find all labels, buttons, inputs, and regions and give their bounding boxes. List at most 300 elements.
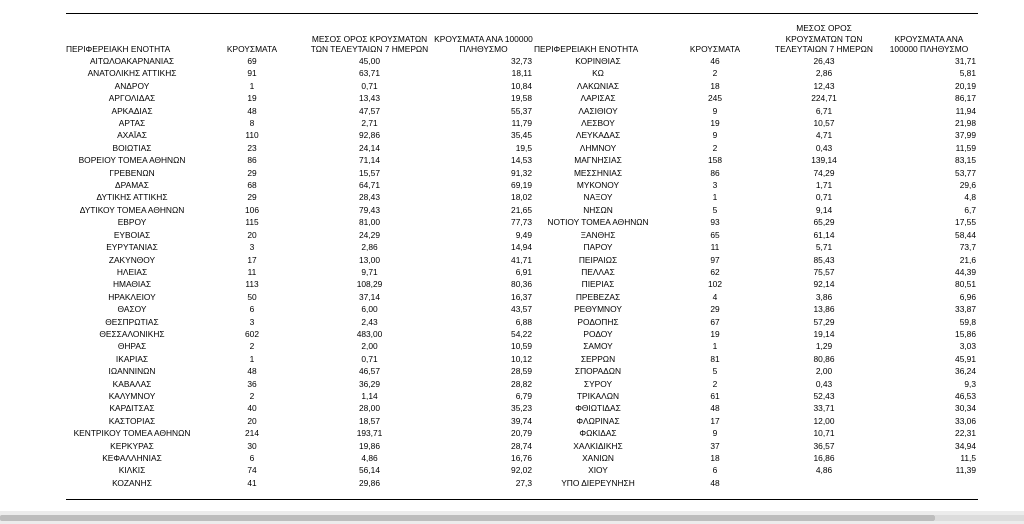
left-per100k-cell: 55,37	[511, 105, 532, 116]
right-cases-cell: 61	[710, 390, 720, 401]
right-avg7-cell: 0,71	[815, 192, 833, 203]
right-cases-cell: 9	[712, 428, 718, 439]
left-region-cell: ΓΡΕΒΕΝΩΝ	[109, 167, 155, 178]
right-per100k-cell: 73,7	[959, 242, 976, 253]
left-region-cell: ΗΡΑΚΛΕΙΟΥ	[108, 291, 156, 302]
right-per100k-cell: 5,81	[959, 68, 976, 79]
header-row	[66, 16, 978, 55]
right-region-cell: ΧΙΟΥ	[588, 465, 608, 476]
table-row	[66, 55, 978, 67]
right-region-cell: ΧΑΛΚΙΔΙΚΗΣ	[573, 440, 623, 451]
header-cases-left: ΚΡΟΥΣΜΑΤΑ	[226, 43, 278, 54]
left-per100k-cell: 18,02	[511, 192, 532, 203]
right-per100k-cell: 9,3	[964, 378, 976, 389]
left-avg7-cell: 29,86	[359, 477, 380, 488]
right-region-cell: ΝΑΞΟΥ	[583, 192, 613, 203]
right-cases-cell: 9	[712, 130, 718, 141]
right-cases-cell: 62	[710, 266, 720, 277]
left-per100k-cell: 41,71	[511, 254, 532, 265]
right-per100k-cell: 44,39	[955, 266, 976, 277]
header-avg7-left: ΜΕΣΟΣ ΟΡΟΣ ΚΡΟΥΣΜΑΤΩΝ ΤΩΝ ΤΕΛΕΥΤΑΙΩΝ 7 ΗΜΕΡΩΝ	[310, 33, 429, 54]
right-region-cell: ΚΩ	[592, 68, 604, 79]
right-cases-cell: 65	[710, 229, 720, 240]
left-per100k-cell: 19,5	[515, 142, 532, 153]
left-region-cell: ΘΗΡΑΣ	[117, 341, 147, 352]
left-cases-cell: 23	[247, 142, 257, 153]
right-cases-cell: 9	[712, 105, 718, 116]
right-avg7-cell: 10,57	[813, 118, 835, 129]
right-region-cell: ΠΕΛΛΑΣ	[581, 266, 615, 277]
right-region-cell: ΛΗΜΝΟΥ	[579, 142, 617, 153]
left-avg7-cell: 13,00	[359, 254, 380, 265]
left-avg7-cell: 64,71	[359, 180, 380, 191]
right-per100k-cell: 46,53	[955, 390, 976, 401]
right-per100k-cell: 53,77	[955, 167, 976, 178]
left-per100k-cell: 6,79	[515, 390, 532, 401]
left-region-cell: ΑΧΑΪΑΣ	[117, 130, 147, 141]
header-avg7-right: ΜΕΣΟΣ ΟΡΟΣ ΚΡΟΥΣΜΑΤΩΝ ΤΩΝ ΤΕΛΕΥΤΑΙΩΝ 7 ΗΜΕΡΩΝ	[774, 23, 873, 54]
left-cases-cell: 110	[245, 130, 259, 141]
right-region-cell: ΦΩΚΙΔΑΣ	[579, 428, 617, 439]
right-avg7-cell: 3,86	[815, 291, 833, 302]
cases-table-sheet	[66, 16, 978, 489]
right-avg7-cell: 13,86	[813, 304, 835, 315]
left-cases-cell: 20	[247, 415, 257, 426]
left-cases-cell: 8	[249, 118, 255, 129]
left-cases-cell: 2	[249, 341, 255, 352]
table-row	[66, 365, 978, 377]
right-cases-cell: 48	[710, 477, 720, 488]
right-per100k-cell: 29,6	[959, 180, 976, 191]
right-region-cell: ΛΕΣΒΟΥ	[581, 118, 615, 129]
table-row	[66, 191, 978, 203]
right-per100k-cell: 11,39	[955, 465, 976, 476]
left-avg7-cell: 71,14	[359, 155, 380, 166]
right-cases-cell: 18	[710, 80, 720, 91]
left-avg7-cell: 483,00	[356, 328, 383, 339]
right-region-cell: ΧΑΝΙΩΝ	[582, 453, 614, 463]
right-per100k-cell: 6,7	[964, 204, 976, 215]
right-per100k-cell	[880, 477, 978, 489]
right-avg7-cell: 65,29	[813, 217, 835, 228]
header-region-left: ΠΕΡΙΦΕΡΕΙΑΚΗ ΕΝΟΤΗΤΑ	[66, 43, 171, 54]
right-avg7-cell: 85,43	[813, 254, 835, 265]
left-cases-cell: 69	[247, 56, 257, 66]
left-region-cell: ΑΡΤΑΣ	[118, 118, 146, 129]
right-region-cell: ΣΑΜΟΥ	[583, 341, 613, 352]
right-per100k-cell: 31,71	[955, 56, 976, 66]
right-region-cell: ΛΑΚΩΝΙΑΣ	[576, 80, 620, 91]
left-avg7-cell: 28,43	[359, 192, 380, 203]
right-avg7-cell: 6,71	[815, 105, 833, 116]
table-row	[66, 179, 978, 191]
top-border-line	[66, 13, 978, 14]
right-per100k-cell: 11,59	[955, 142, 976, 153]
right-avg7-cell: 57,29	[813, 316, 835, 327]
left-cases-cell: 17	[247, 254, 257, 265]
left-region-cell: ΘΕΣΠΡΩΤΙΑΣ	[105, 316, 159, 327]
right-cases-cell: 4	[712, 291, 718, 302]
right-region-cell: ΡΟΔΟΥ	[583, 328, 613, 339]
right-avg7-cell: 16,86	[813, 453, 835, 463]
left-per100k-cell: 28,74	[511, 440, 532, 451]
left-region-cell: ΑΝΑΤΟΛΙΚΗΣ ΑΤΤΙΚΗΣ	[87, 68, 177, 79]
right-cases-cell: 19	[710, 328, 720, 339]
left-avg7-cell: 79,43	[359, 204, 380, 215]
table-row	[66, 390, 978, 402]
left-region-cell: ΑΙΤΩΛΟΑΚΑΡΝΑΝΙΑΣ	[89, 56, 175, 66]
left-region-cell: ΚΕΝΤΡΙΚΟΥ ΤΟΜΕΑ ΑΘΗΝΩΝ	[73, 428, 191, 439]
table-row	[66, 105, 978, 117]
left-per100k-cell: 77,73	[511, 217, 532, 228]
right-per100k-cell: 22,31	[955, 428, 976, 439]
left-region-cell: ΙΚΑΡΙΑΣ	[115, 353, 149, 364]
table-row	[66, 316, 978, 328]
left-region-cell: ΚΑΣΤΟΡΙΑΣ	[108, 415, 156, 426]
table-row	[66, 353, 978, 365]
right-cases-cell: 2	[712, 378, 718, 389]
left-avg7-cell: 46,57	[359, 366, 380, 377]
left-avg7-cell: 92,86	[359, 130, 380, 141]
right-per100k-cell: 33,06	[955, 415, 976, 426]
left-cases-cell: 50	[247, 291, 257, 302]
scrollbar-track	[935, 515, 1024, 521]
right-region-cell: ΥΠΟ ΔΙΕΡΕΥΝΗΣΗ	[561, 477, 635, 488]
left-per100k-cell: 16,76	[511, 453, 532, 463]
right-avg7-cell	[768, 477, 880, 489]
table-row	[66, 142, 978, 154]
left-cases-cell: 6	[249, 304, 255, 315]
right-region-cell: ΠΕΙΡΑΙΩΣ	[578, 254, 618, 265]
left-per100k-cell: 80,36	[511, 279, 532, 290]
right-avg7-cell: 12,00	[813, 415, 835, 426]
left-region-cell: ΔΡΑΜΑΣ	[115, 180, 149, 191]
left-region-cell: ΘΑΣΟΥ	[117, 304, 147, 315]
left-avg7-cell: 13,43	[359, 93, 380, 104]
table-row	[66, 92, 978, 104]
right-region-cell: ΜΑΓΝΗΣΙΑΣ	[574, 155, 622, 166]
left-avg7-cell: 19,86	[359, 440, 380, 451]
left-region-cell: ΕΥΡΥΤΑΝΙΑΣ	[106, 242, 158, 253]
left-per100k-cell: 19,58	[511, 93, 532, 104]
right-cases-cell: 29	[710, 304, 720, 315]
right-per100k-cell: 17,55	[955, 217, 976, 228]
right-cases-cell: 5	[712, 204, 718, 215]
left-region-cell: ΘΕΣΣΑΛΟΝΙΚΗΣ	[99, 328, 165, 339]
left-cases-cell: 113	[245, 279, 259, 290]
table-row	[66, 278, 978, 290]
left-cases-cell: 1	[249, 80, 255, 91]
table-row	[66, 266, 978, 278]
left-cases-cell: 68	[247, 180, 257, 191]
left-avg7-cell: 28,00	[359, 403, 380, 414]
right-per100k-cell: 83,15	[955, 155, 976, 166]
left-avg7-cell: 81,00	[359, 217, 380, 228]
right-region-cell: ΛΑΡΙΣΑΣ	[580, 93, 616, 104]
left-region-cell: ΔΥΤΙΚΗΣ ΑΤΤΙΚΗΣ	[96, 192, 168, 203]
left-cases-cell: 106	[245, 204, 259, 215]
table-row	[66, 464, 978, 476]
right-per100k-cell: 30,34	[955, 403, 976, 414]
right-cases-cell: 102	[708, 279, 722, 290]
right-per100k-cell: 20,19	[955, 80, 976, 91]
left-per100k-cell: 18,11	[511, 68, 532, 79]
right-per100k-cell: 3,03	[959, 341, 976, 352]
right-avg7-cell: 75,57	[813, 266, 835, 277]
left-cases-cell: 74	[247, 465, 257, 476]
table-row	[66, 340, 978, 352]
left-region-cell: ΚΟΖΑΝΗΣ	[112, 477, 152, 488]
right-cases-cell: 1	[712, 192, 718, 203]
right-cases-cell: 245	[708, 93, 722, 104]
left-avg7-cell: 37,14	[359, 291, 380, 302]
right-per100k-cell: 21,6	[959, 254, 976, 265]
left-cases-cell: 20	[247, 229, 257, 240]
table-row	[66, 80, 978, 92]
left-per100k-cell: 14,53	[511, 155, 532, 166]
table-row	[66, 477, 978, 489]
right-avg7-cell: 19,14	[813, 328, 835, 339]
right-region-cell: ΝΗΣΩΝ	[583, 204, 613, 215]
scrollbar-thumb[interactable]	[0, 515, 935, 521]
right-region-cell: ΣΕΡΡΩΝ	[580, 353, 616, 364]
left-region-cell: ΙΩΑΝΝΙΝΩΝ	[108, 366, 156, 377]
left-cases-cell: 36	[247, 378, 257, 389]
right-cases-cell: 67	[710, 316, 720, 327]
right-avg7-cell: 224,71	[811, 93, 837, 104]
table-row	[66, 129, 978, 141]
table-row	[66, 452, 978, 464]
right-per100k-cell: 6,96	[959, 291, 976, 302]
left-avg7-cell: 2,00	[361, 341, 378, 352]
table-row	[66, 167, 978, 179]
bottom-border-line	[66, 499, 978, 500]
left-per100k-cell: 21,65	[511, 204, 532, 215]
left-avg7-cell: 47,57	[359, 105, 380, 116]
left-cases-cell: 48	[247, 366, 257, 377]
right-cases-cell: 37	[710, 440, 720, 451]
left-per100k-cell: 10,12	[511, 353, 532, 364]
right-per100k-cell: 34,94	[955, 440, 976, 451]
header-cases-right: ΚΡΟΥΣΜΑΤΑ	[689, 43, 741, 54]
table-row	[66, 402, 978, 414]
right-cases-cell: 1	[712, 341, 718, 352]
right-region-cell: ΣΥΡΟΥ	[583, 378, 613, 389]
table-row	[66, 216, 978, 228]
left-per100k-cell: 10,84	[511, 80, 532, 91]
table-row	[66, 328, 978, 340]
left-region-cell: ΕΥΒΟΙΑΣ	[113, 229, 151, 240]
right-cases-cell: 97	[710, 254, 720, 265]
right-avg7-cell: 139,14	[811, 155, 837, 166]
right-avg7-cell: 36,57	[813, 440, 835, 451]
right-region-cell: ΠΡΕΒΕΖΑΣ	[575, 291, 621, 302]
right-region-cell: ΦΛΩΡΙΝΑΣ	[576, 415, 620, 426]
cases-by-region-table	[66, 16, 978, 489]
right-avg7-cell: 1,71	[815, 180, 833, 191]
left-cases-cell: 214	[245, 428, 259, 439]
left-per100k-cell: 35,45	[511, 130, 532, 141]
right-cases-cell: 6	[712, 465, 718, 476]
left-avg7-cell: 0,71	[361, 80, 378, 91]
left-avg7-cell: 2,86	[361, 242, 378, 253]
right-region-cell: ΤΡΙΚΑΛΩΝ	[576, 390, 620, 401]
left-per100k-cell: 14,94	[511, 242, 532, 253]
left-cases-cell: 1	[249, 353, 255, 364]
table-row	[66, 415, 978, 427]
left-avg7-cell: 18,57	[359, 415, 380, 426]
header-per100k-left: ΚΡΟΥΣΜΑΤΑ ΑΝΑ 100000 ΠΛΗΘΥΣΜΟ	[434, 33, 533, 54]
left-avg7-cell: 6,00	[361, 304, 378, 315]
left-avg7-cell: 0,71	[361, 353, 378, 364]
right-cases-cell: 46	[710, 56, 720, 66]
right-avg7-cell: 12,43	[813, 80, 835, 91]
left-per100k-cell: 32,73	[511, 56, 532, 66]
right-per100k-cell: 59,8	[959, 316, 976, 327]
right-avg7-cell: 92,14	[813, 279, 835, 290]
left-avg7-cell: 193,71	[356, 428, 383, 439]
left-cases-cell: 11	[247, 266, 257, 277]
left-per100k-cell: 91,32	[511, 167, 532, 178]
left-region-cell: ΚΑΡΔΙΤΣΑΣ	[109, 403, 155, 414]
right-per100k-cell: 21,98	[955, 118, 976, 129]
left-cases-cell: 6	[249, 453, 255, 463]
right-avg7-cell: 61,14	[813, 229, 835, 240]
left-cases-cell: 2	[249, 390, 255, 401]
left-per100k-cell: 27,3	[515, 477, 532, 488]
left-per100k-cell: 11,79	[511, 118, 532, 129]
left-avg7-cell: 36,29	[359, 378, 380, 389]
left-avg7-cell: 2,43	[361, 316, 378, 327]
left-per100k-cell: 20,79	[511, 428, 532, 439]
right-avg7-cell: 0,43	[815, 142, 833, 153]
right-avg7-cell: 4,86	[815, 465, 833, 476]
left-cases-cell: 91	[247, 68, 257, 79]
right-cases-cell: 19	[710, 118, 720, 129]
left-region-cell: ΑΝΔΡΟΥ	[114, 80, 150, 91]
right-per100k-cell: 37,99	[955, 130, 976, 141]
left-cases-cell: 115	[245, 217, 259, 228]
left-region-cell: ΒΟΡΕΙΟΥ ΤΟΜΕΑ ΑΘΗΝΩΝ	[78, 155, 186, 166]
left-per100k-cell: 43,57	[511, 304, 532, 315]
table-row	[66, 229, 978, 241]
right-region-cell: ΜΕΣΣΗΝΙΑΣ	[573, 167, 623, 178]
right-region-cell: ΡΕΘΥΜΝΟΥ	[574, 304, 622, 315]
left-region-cell: ΑΡΓΟΛΙΔΑΣ	[108, 93, 156, 104]
left-cases-cell: 48	[247, 105, 257, 116]
left-per100k-cell: 6,88	[515, 316, 532, 327]
right-avg7-cell: 26,43	[813, 56, 835, 66]
left-region-cell: ΗΜΑΘΙΑΣ	[112, 279, 152, 290]
left-region-cell: ΒΟΙΩΤΙΑΣ	[112, 142, 152, 153]
right-avg7-cell: 33,71	[813, 403, 835, 414]
left-avg7-cell: 45,00	[359, 56, 380, 66]
right-per100k-cell: 11,5	[960, 453, 976, 463]
right-cases-cell: 11	[710, 242, 720, 253]
right-region-cell: ΣΠΟΡΑΔΩΝ	[574, 366, 622, 377]
right-region-cell: ΞΑΝΘΗΣ	[580, 229, 616, 240]
left-region-cell: ΕΒΡΟΥ	[117, 217, 147, 228]
left-region-cell: ΖΑΚΥΝΘΟΥ	[108, 254, 156, 265]
left-cases-cell: 40	[247, 403, 257, 414]
table-row	[66, 440, 978, 452]
left-region-cell: ΗΛΕΙΑΣ	[116, 266, 148, 277]
left-cases-cell: 86	[247, 155, 257, 166]
left-per100k-cell: 28,59	[511, 366, 532, 377]
header-per100k-right: ΚΡΟΥΣΜΑΤΑ ΑΝΑ 100000 ΠΛΗΘΥΣΜΟ	[889, 33, 969, 54]
table-row	[66, 254, 978, 266]
right-cases-cell: 81	[710, 353, 720, 364]
right-region-cell: ΛΕΥΚΑΔΑΣ	[575, 130, 621, 141]
right-region-cell: ΚΟΡΙΝΘΙΑΣ	[575, 56, 621, 66]
left-cases-cell: 602	[245, 328, 259, 339]
right-cases-cell: 48	[710, 403, 720, 414]
left-region-cell: ΚΑΛΥΜΝΟΥ	[108, 390, 156, 401]
right-region-cell: ΛΑΣΙΘΙΟΥ	[578, 105, 618, 116]
left-per100k-cell: 69,19	[511, 180, 532, 191]
right-cases-cell: 18	[710, 453, 720, 463]
table-row	[66, 117, 978, 129]
right-cases-cell: 86	[710, 167, 720, 178]
left-avg7-cell: 4,86	[361, 453, 378, 463]
left-cases-cell: 30	[247, 440, 257, 451]
right-avg7-cell: 5,71	[815, 242, 833, 253]
left-cases-cell: 29	[247, 192, 257, 203]
right-cases-cell: 17	[710, 415, 720, 426]
right-region-cell: ΠΑΡΟΥ	[583, 242, 613, 253]
left-region-cell: ΑΡΚΑΔΙΑΣ	[111, 105, 153, 116]
right-avg7-cell: 4,71	[815, 130, 833, 141]
table-row	[66, 427, 978, 439]
right-avg7-cell: 2,00	[815, 366, 833, 377]
right-avg7-cell: 74,29	[813, 167, 835, 178]
right-cases-cell: 2	[712, 142, 718, 153]
left-region-cell: ΚΕΡΚΥΡΑΣ	[110, 440, 154, 451]
right-avg7-cell: 2,86	[815, 68, 833, 79]
table-row	[66, 378, 978, 390]
right-per100k-cell: 36,24	[955, 366, 976, 377]
right-avg7-cell: 10,71	[813, 428, 835, 439]
right-per100k-cell: 33,87	[955, 304, 976, 315]
table-row	[66, 154, 978, 166]
left-avg7-cell: 24,29	[359, 229, 380, 240]
right-per100k-cell: 58,44	[955, 229, 976, 240]
left-per100k-cell: 35,23	[511, 403, 532, 414]
right-region-cell: ΠΙΕΡΙΑΣ	[581, 279, 615, 290]
left-region-cell: ΚΙΛΚΙΣ	[118, 465, 146, 476]
right-cases-cell: 158	[708, 155, 722, 166]
left-per100k-cell: 28,82	[511, 378, 532, 389]
left-per100k-cell: 92,02	[511, 465, 532, 476]
left-avg7-cell: 24,14	[359, 142, 380, 153]
left-per100k-cell: 10,59	[511, 341, 532, 352]
left-per100k-cell: 9,49	[515, 229, 532, 240]
table-row	[66, 67, 978, 79]
right-per100k-cell: 80,51	[955, 279, 976, 290]
left-avg7-cell: 15,57	[359, 167, 380, 178]
left-per100k-cell: 39,74	[511, 415, 532, 426]
right-avg7-cell: 1,29	[815, 341, 833, 352]
left-region-cell: ΚΑΒΑΛΑΣ	[112, 378, 152, 389]
table-row	[66, 291, 978, 303]
right-cases-cell: 3	[712, 180, 718, 191]
left-per100k-cell: 54,22	[511, 328, 532, 339]
left-cases-cell: 19	[247, 93, 257, 104]
left-region-cell: ΚΕΦΑΛΛΗΝΙΑΣ	[102, 453, 162, 463]
right-cases-cell: 93	[710, 217, 720, 228]
right-per100k-cell: 11,94	[955, 105, 976, 116]
right-region-cell: ΡΟΔΟΠΗΣ	[577, 316, 619, 327]
